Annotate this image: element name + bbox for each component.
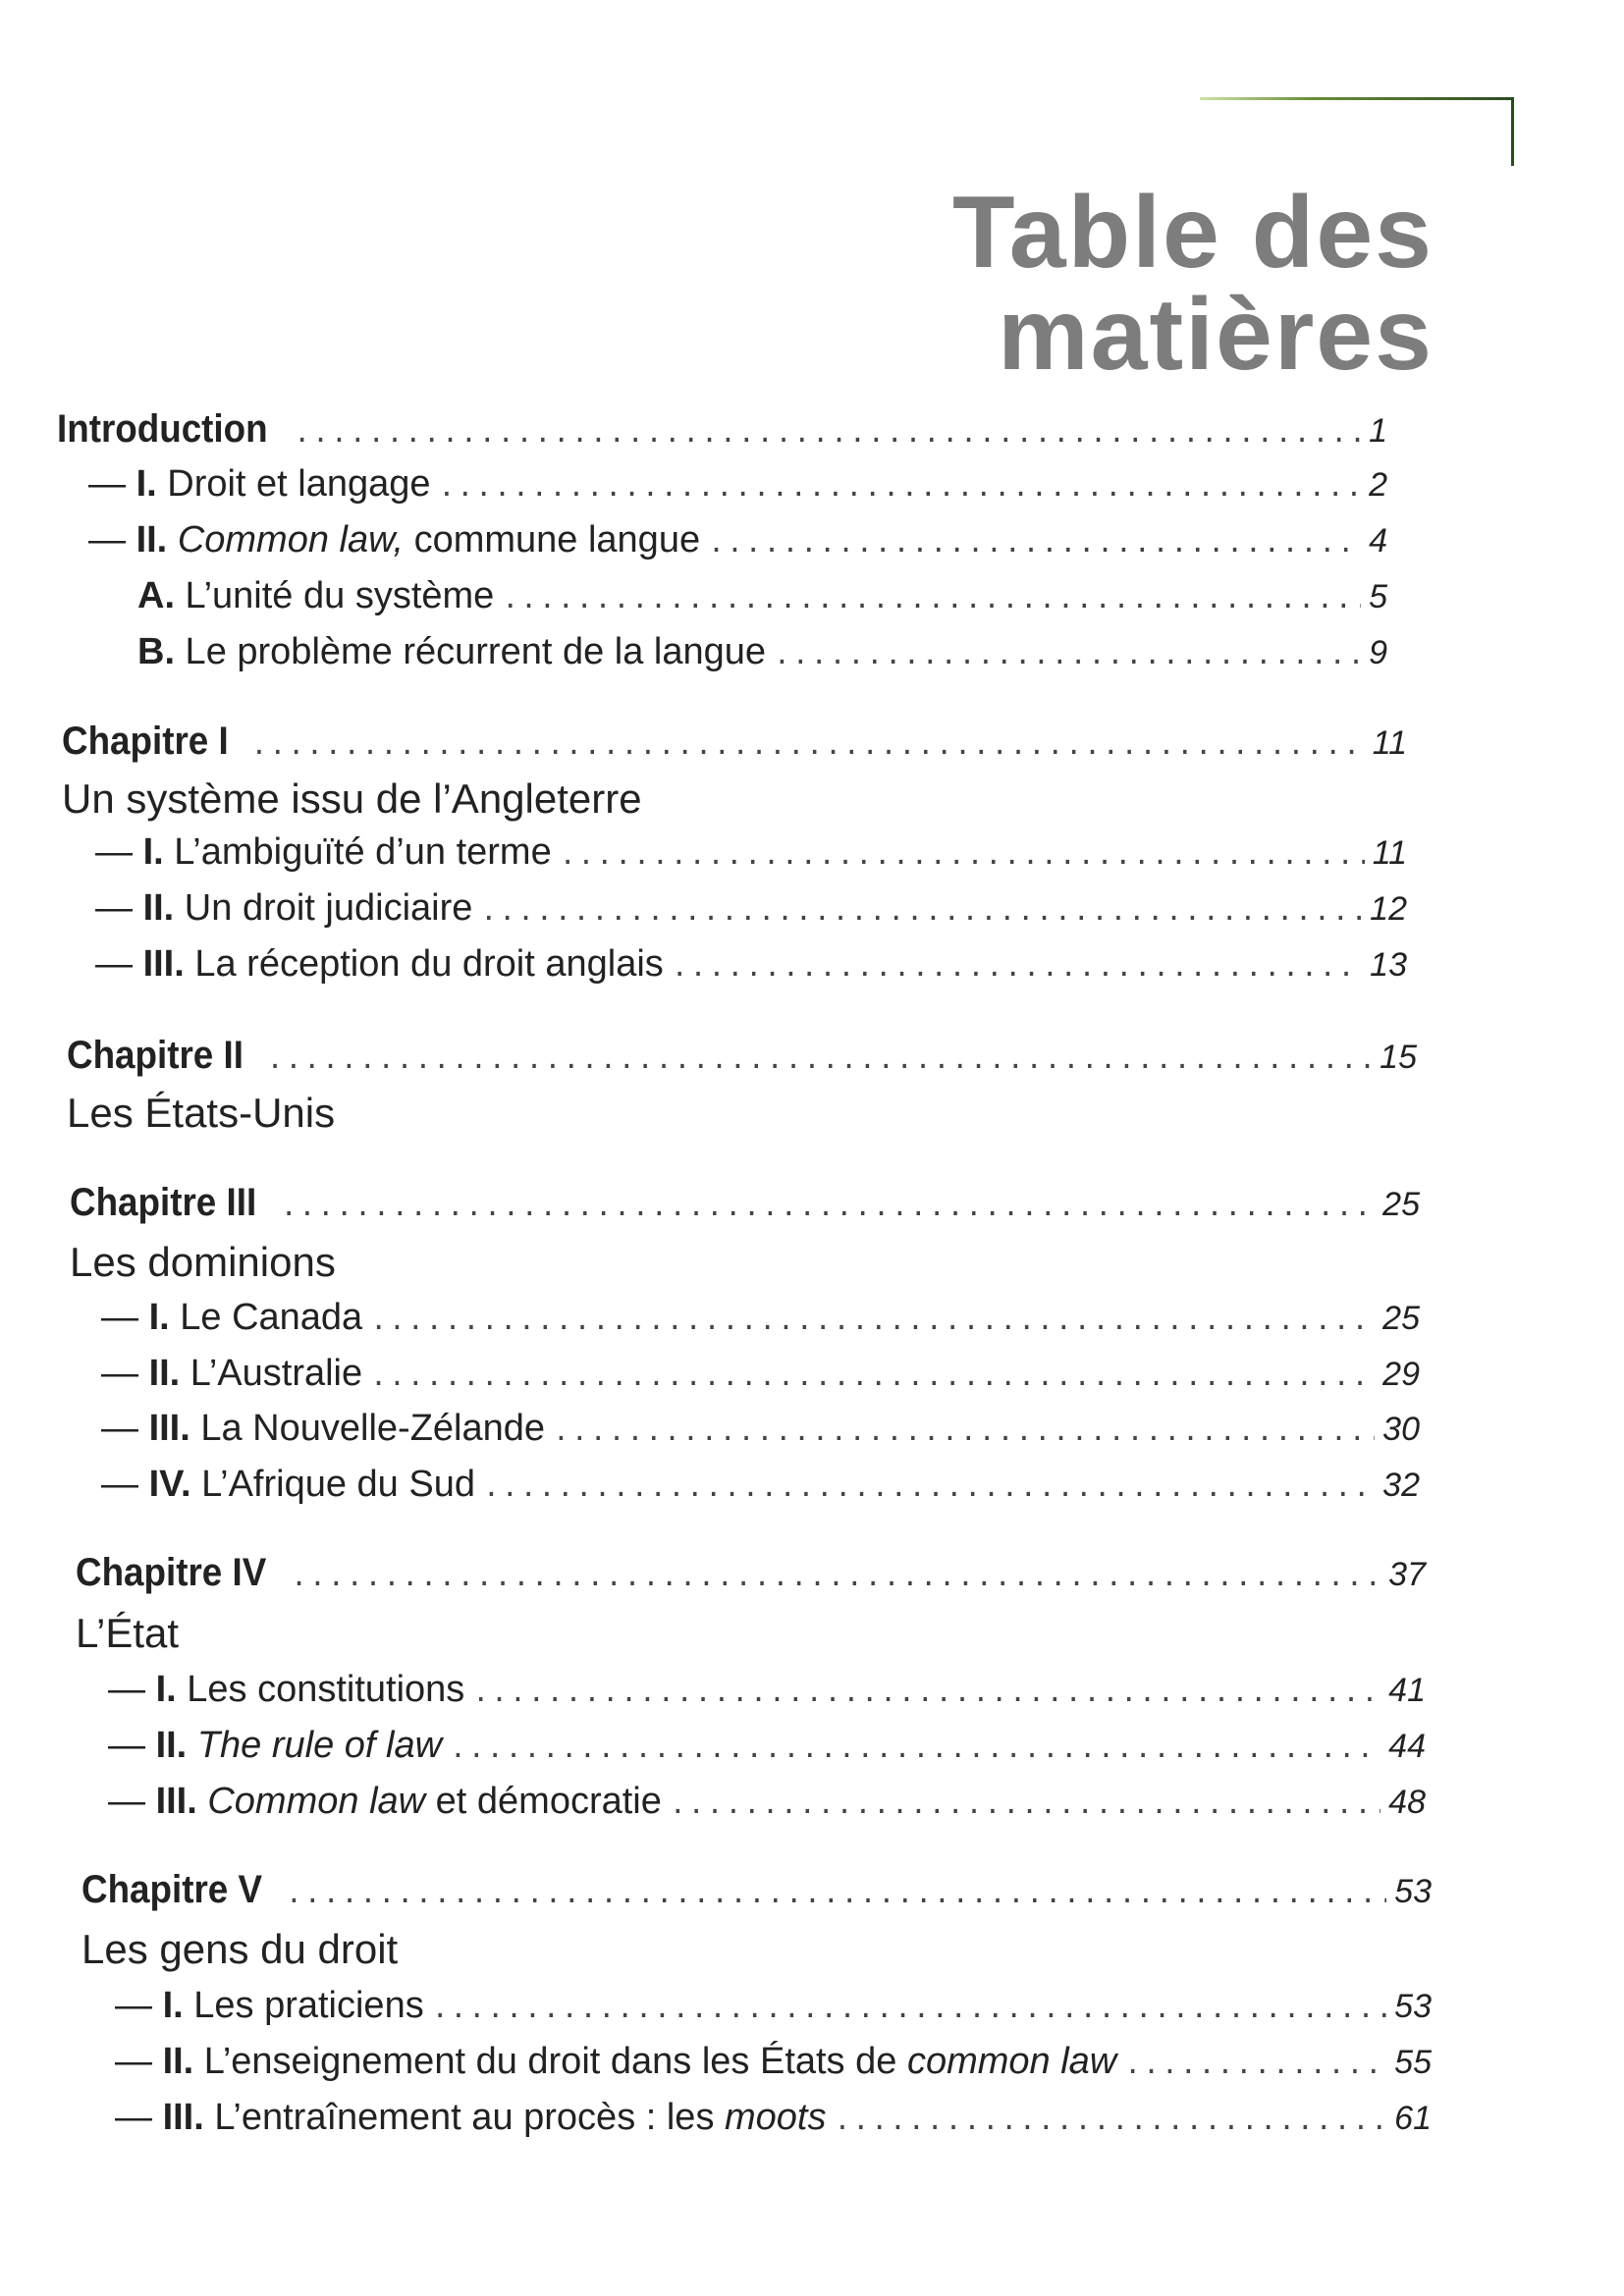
leader-dots bbox=[834, 2104, 1386, 2136]
leader-dots bbox=[670, 1788, 1380, 1820]
toc-entry[interactable] bbox=[95, 943, 1407, 992]
toc-page-number: 29 bbox=[1382, 1356, 1420, 1393]
entry-label-italic: Common law bbox=[207, 1781, 426, 1822]
leader-dots bbox=[483, 1470, 1375, 1503]
entry-number: I. bbox=[148, 1297, 170, 1338]
toc-entry[interactable] bbox=[95, 831, 1407, 881]
toc-page-number: 2 bbox=[1369, 466, 1387, 504]
leader-dots bbox=[774, 638, 1361, 670]
entry-number: III. bbox=[148, 1408, 190, 1449]
entry-dash: — bbox=[108, 1725, 156, 1766]
toc-entry[interactable] bbox=[101, 1297, 1420, 1346]
toc-page-number: 11 bbox=[1372, 724, 1407, 762]
entry-dash: — bbox=[101, 1353, 149, 1394]
entry-number: II. bbox=[162, 2041, 194, 2082]
toc-heading-label: Chapitre IV bbox=[76, 1551, 267, 1594]
entry-number: III. bbox=[162, 2097, 204, 2138]
leader-dots bbox=[281, 1190, 1375, 1222]
entry-label-italic: moots bbox=[725, 2097, 827, 2138]
toc-entry[interactable] bbox=[108, 1781, 1426, 1830]
entry-label: La réception du droit anglais bbox=[184, 943, 664, 985]
leader-dots bbox=[291, 1560, 1380, 1592]
entry-label-italic: The rule of law bbox=[196, 1725, 443, 1766]
leader-dots bbox=[708, 526, 1361, 559]
leader-dots bbox=[480, 894, 1362, 927]
toc-page-number: 9 bbox=[1369, 634, 1387, 671]
entry-label bbox=[197, 1781, 208, 1822]
entry-label: L’entraînement au procès : les bbox=[203, 2097, 725, 2138]
toc-page-number: 53 bbox=[1394, 1988, 1432, 2025]
entry-dash: — bbox=[108, 1781, 156, 1822]
entry-label-italic: common law bbox=[906, 2041, 1117, 2082]
leader-dots bbox=[560, 838, 1365, 871]
entry-number: III. bbox=[155, 1781, 197, 1822]
entry-label: Les praticiens bbox=[183, 1985, 424, 2026]
toc-page-number: 37 bbox=[1388, 1556, 1426, 1593]
entry-label bbox=[167, 519, 178, 561]
leader-dots bbox=[250, 728, 1364, 761]
toc-entry[interactable] bbox=[88, 463, 1387, 512]
leader-dots bbox=[450, 1732, 1380, 1764]
entry-label: L’Afrique du Sud bbox=[190, 1464, 475, 1505]
entry-number: II. bbox=[135, 519, 168, 561]
toc-page-number: 32 bbox=[1382, 1467, 1420, 1504]
leader-dots bbox=[370, 1360, 1375, 1392]
leader-dots bbox=[370, 1304, 1375, 1336]
entry-dash: — bbox=[115, 2097, 163, 2138]
toc-heading-chapter-2[interactable] bbox=[67, 1034, 1417, 1083]
toc-entry[interactable] bbox=[115, 1985, 1432, 2034]
entry-number: IV. bbox=[148, 1464, 191, 1505]
entry-label: Un droit judiciaire bbox=[174, 887, 473, 929]
toc-page-number: 4 bbox=[1369, 522, 1387, 560]
entry-number: I. bbox=[135, 463, 157, 505]
toc-heading-label: Chapitre V bbox=[81, 1868, 263, 1911]
toc-page-number: 25 bbox=[1382, 1186, 1420, 1223]
chapter-subtitle: Un système issu de l’Angleterre bbox=[62, 775, 642, 822]
entry-dash: — bbox=[101, 1464, 149, 1505]
chapter-subtitle: L’État bbox=[76, 1610, 180, 1656]
entry-number: I. bbox=[142, 831, 164, 873]
toc-entry[interactable] bbox=[137, 631, 1387, 680]
entry-number: III. bbox=[142, 943, 185, 985]
entry-label: L’ambiguïté d’un terme bbox=[163, 831, 552, 873]
toc-page-number: 1 bbox=[1369, 412, 1387, 450]
toc-entry[interactable] bbox=[115, 2041, 1432, 2090]
entry-number: A. bbox=[137, 575, 175, 616]
toc-page-number: 44 bbox=[1388, 1728, 1426, 1765]
entry-label: Le problème récurrent de la langue bbox=[175, 631, 767, 672]
entry-number: II. bbox=[148, 1353, 181, 1394]
toc-entry[interactable] bbox=[108, 1725, 1426, 1774]
entry-dash: — bbox=[101, 1408, 149, 1449]
leader-dots bbox=[286, 1877, 1386, 1909]
toc-page-number: 12 bbox=[1370, 890, 1407, 928]
toc-heading-chapter-4[interactable] bbox=[76, 1551, 1426, 1600]
toc-page-number: 30 bbox=[1382, 1411, 1420, 1448]
entry-label bbox=[187, 1725, 197, 1766]
toc-entry[interactable] bbox=[95, 887, 1407, 936]
entry-label: Le Canada bbox=[169, 1297, 363, 1338]
toc-page-number: 41 bbox=[1388, 1672, 1426, 1709]
entry-label: Les constitutions bbox=[176, 1669, 465, 1710]
entry-dash: — bbox=[95, 831, 143, 873]
entry-dash: — bbox=[115, 2041, 163, 2082]
entry-number: I. bbox=[155, 1669, 177, 1710]
entry-dash: — bbox=[115, 1985, 163, 2026]
entry-number: II. bbox=[155, 1725, 188, 1766]
leader-dots bbox=[439, 470, 1362, 503]
leader-dots bbox=[294, 416, 1361, 449]
leader-dots bbox=[1124, 2048, 1386, 2080]
entry-dash: — bbox=[101, 1297, 149, 1338]
entry-label-italic: Common law, bbox=[177, 519, 405, 561]
chapter-subtitle: Les gens du droit bbox=[81, 1926, 399, 1972]
entry-dash: — bbox=[88, 463, 136, 505]
toc-page-number: 55 bbox=[1394, 2044, 1432, 2081]
toc-entry[interactable] bbox=[101, 1353, 1420, 1402]
entry-dash: — bbox=[108, 1669, 156, 1710]
entry-number: I. bbox=[162, 1985, 184, 2026]
entry-label: La Nouvelle-Zélande bbox=[189, 1408, 546, 1449]
toc-heading-chapter-1[interactable] bbox=[62, 720, 1407, 769]
entry-label: L’Australie bbox=[180, 1353, 363, 1394]
toc-heading-introduction[interactable] bbox=[57, 407, 1387, 456]
chapter-subtitle: Les États-Unis bbox=[67, 1090, 336, 1136]
entry-dash: — bbox=[95, 943, 143, 985]
entry-label-tail: commune langue bbox=[404, 519, 701, 561]
toc-entry[interactable] bbox=[108, 1669, 1426, 1718]
leader-dots bbox=[502, 582, 1361, 614]
entry-label: L’unité du système bbox=[175, 575, 495, 616]
entry-dash: — bbox=[88, 519, 136, 561]
leader-dots bbox=[672, 950, 1362, 983]
leader-dots bbox=[553, 1415, 1375, 1447]
toc-page-number: 61 bbox=[1394, 2100, 1432, 2137]
entry-label: L’enseignement du droit dans les États de bbox=[193, 2041, 907, 2082]
toc-page-number: 53 bbox=[1394, 1873, 1432, 1910]
leader-dots bbox=[267, 1042, 1373, 1075]
toc-page-number: 25 bbox=[1382, 1300, 1420, 1337]
toc-entry[interactable] bbox=[101, 1408, 1420, 1457]
leader-dots bbox=[432, 1992, 1386, 2024]
toc-heading-label: Chapitre III bbox=[70, 1181, 257, 1224]
entry-label: Droit et langage bbox=[156, 463, 431, 505]
toc-entry[interactable] bbox=[137, 575, 1387, 624]
entry-number: II. bbox=[142, 887, 175, 929]
toc-page-number: 11 bbox=[1372, 834, 1407, 872]
toc-page-number: 15 bbox=[1380, 1039, 1417, 1076]
toc-page-number: 48 bbox=[1388, 1784, 1426, 1821]
toc-page-number: 13 bbox=[1370, 946, 1407, 984]
toc-heading-label: Chapitre I bbox=[62, 720, 229, 763]
toc-heading-label: Chapitre II bbox=[67, 1034, 244, 1077]
toc-entry[interactable] bbox=[101, 1464, 1420, 1513]
page-title: Table des matières bbox=[951, 176, 1434, 392]
toc-heading-label: Introduction bbox=[57, 407, 268, 451]
chapter-subtitle: Les dominions bbox=[70, 1239, 336, 1285]
entry-number: B. bbox=[137, 631, 175, 672]
toc-entry[interactable] bbox=[115, 2097, 1432, 2146]
toc-entry[interactable] bbox=[88, 519, 1387, 568]
entry-label-tail: et démocratie bbox=[425, 1781, 662, 1822]
toc-heading-chapter-5[interactable] bbox=[81, 1868, 1432, 1917]
leader-dots bbox=[472, 1676, 1380, 1708]
toc-page-number: 5 bbox=[1369, 578, 1387, 615]
toc-heading-chapter-3[interactable] bbox=[70, 1181, 1420, 1230]
entry-dash: — bbox=[95, 887, 143, 929]
